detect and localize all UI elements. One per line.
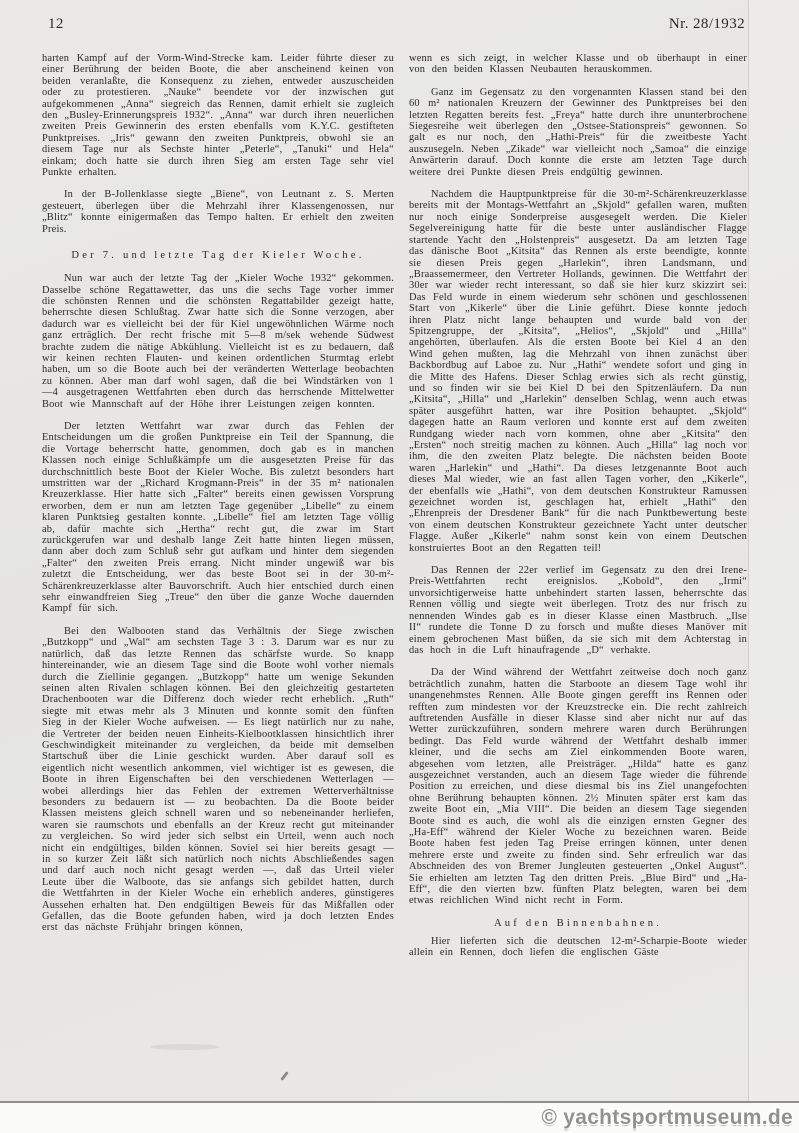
paragraph: Da der Wind während der Wettfahrt zeitweise doch noch ganz beträchtlich zunahm, hatten die Starboote an diesem Tage wohl ihr unangenehmstes Rennen. Alle Boote gingen gerefft ins Rennen oder refften zum mindesten vor der Kreuzstrecke ein. Die recht zahlreich auftretenden Ausfälle in dieser Klasse sind aber nicht nur auf das Wetter zurückzuführen, sondern mehrere waren durch Berührungen bedingt. Das Feld wurde während der Wettfahrt deshalb immer kleiner, und die sechs am Ziel einkommenden Boote waren, abgesehen vom letzten, alle Preisträger. „Hilda“ hatte es ganz ausgezeichnet verstanden, auch an diesem Tage wieder die führende Position zu erreichen, und diese diesmal bis ins Ziel unangefochten ohne Berührung behaupten können. 2½ Minuten später erst kam das zweite Boot ein, „Mia VIII“. Die beiden an diesem Tage siegenden Boote sind es auch, die wohl als die einzigen ernsten Gegner des „Ha-Eff“ während der Kieler Woche zu bezeichnen waren. Beide Boote haben fest jeden Tag Preise erringen können, unter denen mehrere erste und zweite zu finden sind. Sehr erfreulich war das Abschneiden des von Bremer Jungleuten gesteuerten „Onkel August“. Sie erhielten am letzten Tag den dritten Preis. „Blue Bird“ und „Ha-Eff“, die den vierten bzw. fünften Platz belegten, waren bei dem etwas reichlichen Wind nicht recht in Form. bbox=[409, 667, 747, 907]
left-column bbox=[42, 53, 394, 959]
page-header bbox=[0, 0, 799, 33]
paragraph: Das Rennen der 22er verlief im Gegensatz zu den drei Irene-Preis-Wettfahrten recht ereignislos. „Kobold“, den „Irmi“ unvorsichtigerweise hatte unbehindert starten lassen, beherrschte das Rennen völlig und siegte weit überlegen. Trotz des nur frisch zu nennenden Windes gab es in dieser Klasse einen Mastbruch. „Ilse II“ rundete die Tonne D zu forsch und mußte dieses Manöver mit einem gebrochenen Mast büßen, da sie sich mit dem Achterstag in das hoch in die Luft hinaufragende „D“ verhakte. bbox=[409, 565, 747, 656]
page-fold-edge bbox=[748, 0, 799, 1103]
paper-smudge bbox=[150, 1044, 220, 1050]
page-number: 12 bbox=[48, 16, 64, 32]
paragraph: Hier lieferten sich die deutschen 12-m²-Scharpie-Boote wieder allein ein Rennen, doch liefen die englischen Gäste bbox=[409, 935, 747, 959]
issue-number: Nr. 28/1932 bbox=[668, 16, 745, 32]
paragraph: Ganz im Gegensatz zu den vorgenannten Klassen stand bei den 60 m² nationalen Kreuzern der Gewinner des Punktpreises bei den letzten Regatten bereits fest. „Freya“ hatte durch ihre ununterbrochene Siegesreihe weit überlegen den „Ostsee-Stationspreis“ gewonnen. So galt es nur noch, den „Hathi-Preis“ für die zweitbeste Yacht auszusegeln. Neben „Zikade“ war vielleicht noch „Samoa“ die einzige Anwärterin darauf. Doch konnte die erste am letzten Tage durch weitere drei Punkte diesen Preis endgültig gewinnen. bbox=[409, 86, 748, 178]
paragraph: Nun war auch der letzte Tag der „Kieler Woche 1932“ gekommen. Dasselbe schöne Regattawetter, das uns die sechs Tage vorher immer die schönsten Rennen und die schönsten Regattabilder gezeigt hatte, beherrschte diesen Schlußtag. Zwar hatte sich die Sonne verzogen, aber dadurch war es vielleicht bei der für Kiel ungewöhnlichen Wärme noch ganz erträglich. Der recht frische mit 5—8 m/sek wehende Südwest brachte zudem die nätige Abkühlung. Vielleicht ist es zu bedauern, daß wir keinen rechten Flauten- und keinen ordentlichen Sturmtag erlebt haben, um so die Boote auch bei der veränderten Wetterlage beobachten zu können. Aber man darf wohl sagen, daß die bei Windstärken von 1—4 ausgetragenen Wettfahrten eben durch das herrschende Mittelwetter Boot wie Mannschaft auf der Höhe ihrer Leistungen zeigen konnten. bbox=[42, 273, 394, 410]
subsection-heading: Auf den Binnenbahnen. bbox=[493, 917, 663, 929]
paragraph: wenn es sich zeigt, in welcher Klasse und ob überhaupt in einer von den beiden Klassen Neubauten herauskommen. bbox=[409, 53, 747, 76]
paragraph: Der letzten Wettfahrt war zwar durch das Fehlen der Entscheidungen um die großen Punktpreise ein Teil der Spannung, die die Vortage beherrscht hatte, genommen, doch gab es in manchen Klassen noch einige Schlußkämpfe um die ausgesetzten Preise für das durchschnittlich beste Boot der Kieler Woche. Bis zuletzt besonders hart umstritten war der „Richard Krogmann-Preis“ in der 35 m² nationalen Kreuzerklasse. Hier hatte sich „Falter“ bereits einen gewissen Vorsprung erworben, dem er nun am letzten Tage gegenüber „Libelle“ zu einem klaren Punktsieg gestalten konnte. „Libelle“ fiel am letzten Tage völlig ab, dafür machte sich „Hertha“ recht gut, die zwar im Start zurückgerufen war und deshalb lange Zeit hatte hinten liegen müssen, dann aber doch zum Schluß sehr gut aufkam und hinter dem siegenden „Falter“ den zweiten Preis errang. Nicht minder ungewiß war bis zuletzt die Entscheidung, wer das beste Boot sei in der 30-m²-Schärenkreuzerklasse alter Bauvorschrift. Auch hier entschied durch einen sehr einwandfreien Sieg „Treue“ den über die ganze Woche dauernden Kampf für sich. bbox=[42, 420, 394, 615]
watermark-text: © yachtsportmuseum.de bbox=[541, 1106, 793, 1129]
paragraph: Bei den Walbooten stand das Verhältnis der Siege zwischen „Butzkopp“ und „Wal“ am sechsten Tage 3 : 3. Darum war es nur zu natürlich, daß das letzte Rennen das schärfste wurde. So knapp hintereinander, wie an diesem Tage sind die Boote wohl vorher niemals durch die Ziellinie gegangen. „Butzkopp“ hatte um wenige Sekunden seinen alten Rivalen schlagen können. Bei den gleichzeitig gestarteten Drachenbooten war die Differenz doch wieder recht erheblich. „Ruth“ siegte mit etwas mehr als 3 Minuten und konnte somit den fünften Sieg in der Kieler Woche aufweisen. — Es liegt natürlich nur zu nahe, die Vertreter der beiden neuen Einheits-Kielbootklassen hinsichtlich ihrer Geschwindigkeit miteinander zu vergleichen, da beide mit demselben Startschuß über die Linie geschickt wurden. Aber darauf soll es eigentlich nicht wesentlich ankommen, viel wichtiger ist es gewesen, die Boote in ihren Eigenschaften bei den verschiedenen Wetterlagen — wobei allerdings hier das Fehlen der extremen Wetterverhältnisse besonders zu bedauern ist — zu beobachten. Da die Boote beider Klassen meistens gleich schnell waren und so nebeneinander herliefen, waren sie raumschots und ebenfalls an der Kreuz recht gut miteinander zu vergleichen. So wird jeder sich selbst ein Urteil, wenn auch noch nicht ein endgültiges, bilden können. Soviel sei hier bereits gesagt — in so kurzer Zeit läßt sich natürlich noch nichts Abschließendes sagen und darf auch noch nicht gesagt werden —, daß das Urteil vieler Leute über die Walboote, das sie anfangs sich gebildet hatten, durch die Wettfahrten in der Kieler Woche ein erheblich anderes, günstigeres Aussehen erhalten hat. Den endgültigen Beweis für das Mißfallen oder Gefallen, das die Boote gefunden haben, wird ja doch letzten Endes erst das nächste Frühjahr bringen können, bbox=[42, 625, 394, 934]
paragraph: harten Kampf auf der Vorm-Wind-Strecke kam. Leider führte dieser zu einer Berührung der beiden Boote, die aber anscheinend keinen von beiden veranlaßte, die Konsequenz zu ziehen, entweder auszuscheiden oder zu protestieren. „Nauke“ beendete vor der inzwischen gut aufgekommenen „Anna“ siegreich das Rennen, damit erhielt sie zugleich den „Busley-Erinnerungspreis 1932“. „Anna“ war durch ihren neuerlichen zweiten Preis Gewinnerin des ersten ebenfalls vom K.Y.C. gestifteten Punktpreises. „Iris“ gewann den zweiten Punktpreis, obwohl sie an diesem Tage nur als Sechste hinter „Peterle“, „Tanuki“ und Hela“ einkam; doch hatte sie durch ihren Sieg am ersten Tage sehr viel Punkte erhalten. bbox=[42, 53, 394, 179]
article-body bbox=[0, 33, 799, 959]
paragraph: In der B-Jollenklasse siegte „Biene“, von Leutnant z. S. Merten gesteuert, überlegen über die Mehrzahl ihrer Klassengenossen, nur „Blitz“ konnte einigermaßen das Tempo halten. Er erhielt den zweiten Preis. bbox=[42, 189, 394, 235]
section-heading: Der 7. und letzte Tag der Kieler Woche. bbox=[71, 250, 365, 262]
paper-speck bbox=[280, 1071, 289, 1081]
scan-bottom-strip bbox=[0, 1101, 799, 1133]
right-column bbox=[409, 53, 747, 959]
paragraph: Nachdem die Hauptpunktpreise für die 30-m²-Schärenkreuzerklasse bereits mit der Montags-Wettfahrt an „Skjold“ gefallen waren, mußten nur noch einige Sonderpreise ausgesegelt werden. Die Kieler Segelvereinigung hatte für die beste unter ausländischer Flagge startende Yacht den „Holstenpreis“ ausgesetzt. Da am letzten Tage das dänische Boot „Kitsita“ das Rennen als erste beendigte, konnte sie diesen Preis gegen „Harlekin“, ihren Landsmann, und „Braassemermeer, den Vertreter Hollands, gewinnen. Die Wettfahrt der 30er war wieder recht interessant, so daß sie hier kurz skizzirt sei: Das Feld wurde in einem wiederum sehr schönen und geschlossenen Start von „Kikerle“ über die Linie geführt. Diese konnte jedoch ihren Platz nicht lange behaupten und wurde bald von der Spitzengruppe, der „Kitsita“, „Helios“, „Skjold“ und „Hilla“ angehörten, überlaufen. Als die ersten Boote bei Kiel 4 an den Wind gehen mußten, lag die Mehrzahl von ihnen zunächst über Backbordbug auf Laboe zu. Nur „Hathi“ wendete sofort und ging in die Mitte des Hafens. Dieser Schlag erwies sich als recht günstig, und so finden wir sie bei Kiel D bei den Spitzenläufern. Da nun „Kitsita“, „Hilla“ und „Harlekin“ denselben Schlag, wenn auch etwas später ausgeführt hatten, war ihre Position behauptet. „Skjold“ dagegen hatte an Raum verloren und konnte erst auf dem zweiten Rundgang wieder nach vorn kommen, ohne aber „Kitsita“ den „Ersten“ noch streitig machen zu können. Auch „Hilla“ lag noch vor ihm, die den zweiten Platz belegte. Die nächsten beiden Boote waren „Harlekin“ und „Hathi“. Da dieses letzgenannte Boot auch dieses Mal wieder, wie an fast allen Tagen vorher, den „Kikerle“, der ebenfalls wie „Hathi“, von dem deutschen Konstrukteur Ramussen gezeichnet worden ist, geschlagen hat, erhielt „Hathi“ den „Ehrenpreis der Dresdener Bank“ für die nach Punktbewertung beste von einem deutschen Konstrukteur gezeichnete Yacht unter deutscher Flagge. Außer „Kikerle“ nahm sonst kein von einem Deutschen konstruiertes Boot an den Regatten teil! bbox=[409, 189, 747, 554]
